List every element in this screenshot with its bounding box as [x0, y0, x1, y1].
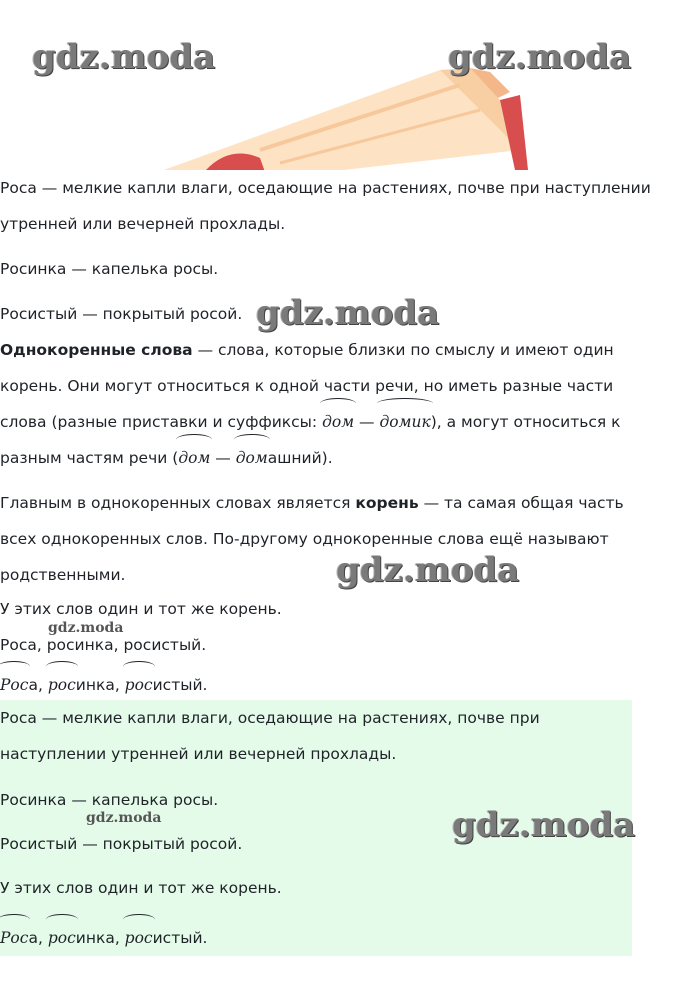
root-arc-icon — [176, 434, 212, 445]
answer-rosinka: Росинка — капелька росы. — [0, 791, 219, 809]
same-root-statement: У этих слов один и тот же корень. — [0, 600, 282, 618]
pencil-illustration — [0, 0, 680, 170]
watermark: gdz.moda — [86, 810, 162, 826]
root-words-line2: корень. Они могут относиться к одной части речи, но иметь разные части — [0, 377, 614, 395]
root-term: корень — [355, 494, 419, 512]
main-root-line3: родственными. — [0, 566, 126, 584]
root-example: дом — [178, 440, 210, 476]
root-words-line4: разным частям речи ( дом — домашний). — [0, 440, 333, 476]
root-arc-icon — [320, 398, 356, 409]
root-example: рос — [48, 920, 76, 956]
root-arc-icon — [46, 914, 78, 925]
watermark: gdz.moda — [32, 37, 216, 77]
root-example: Рос — [0, 667, 28, 703]
watermark: gdz.moda — [448, 37, 632, 77]
root-example: рос — [125, 920, 153, 956]
root-example: дом — [322, 404, 354, 440]
root-example: рос — [48, 667, 76, 703]
main-root-line2: всех однокоренных слов. По-другому однокоренные слова ещё называют — [0, 530, 609, 548]
marked-roots-line: Роса, росинка, росистый. — [0, 667, 207, 703]
answer-same-root: У этих слов один и тот же корень. — [0, 879, 282, 897]
root-arc-icon — [234, 434, 270, 445]
definition-rosisty: Росистый — покрытый росой. — [0, 305, 243, 323]
answer-marked-roots-line: Роса, росинка, росистый. — [0, 920, 207, 956]
words-list: Роса, росинка, росистый. — [0, 636, 207, 654]
watermark: gdz.moda — [336, 550, 520, 590]
definition-rosinka: Росинка — капелька росы. — [0, 260, 219, 278]
root-example: дом — [236, 440, 268, 476]
root-arc-icon — [123, 914, 155, 925]
answer-rosa-line1: Роса — мелкие капли влаги, оседающие на растениях, почве при — [0, 709, 540, 727]
root-arc-icon — [377, 398, 432, 409]
root-arc-icon — [123, 661, 155, 672]
watermark: gdz.moda — [452, 805, 636, 845]
answer-rosa-line2: наступлении утренней или вечерней прохлады. — [0, 745, 397, 763]
root-arc-icon — [0, 914, 30, 925]
main-root-line1: Главным в однокоренных словах является корень — та самая общая часть — [0, 494, 624, 512]
watermark: gdz.moda — [256, 293, 440, 333]
root-words-term: Однокоренные слова — [0, 341, 193, 359]
root-words-line3: слова (разные приставки и суффиксы: дом — домик), а могут относиться к — [0, 404, 621, 440]
definition-rosa-line1: Роса — мелкие капли влаги, оседающие на растениях, почве при наступлении — [0, 179, 651, 197]
root-example: рос — [125, 667, 153, 703]
header-illustration — [0, 0, 680, 170]
answer-rosisty: Росистый — покрытый росой. — [0, 835, 243, 853]
root-arc-icon — [0, 661, 30, 672]
root-arc-icon — [46, 661, 78, 672]
root-example: домик — [379, 404, 430, 440]
definition-rosa-line2: утренней или вечерней прохлады. — [0, 215, 286, 233]
root-example: Рос — [0, 920, 28, 956]
root-words-line1: Однокоренные слова — слова, которые близки по смыслу и имеют один — [0, 341, 614, 359]
watermark: gdz.moda — [48, 620, 124, 636]
